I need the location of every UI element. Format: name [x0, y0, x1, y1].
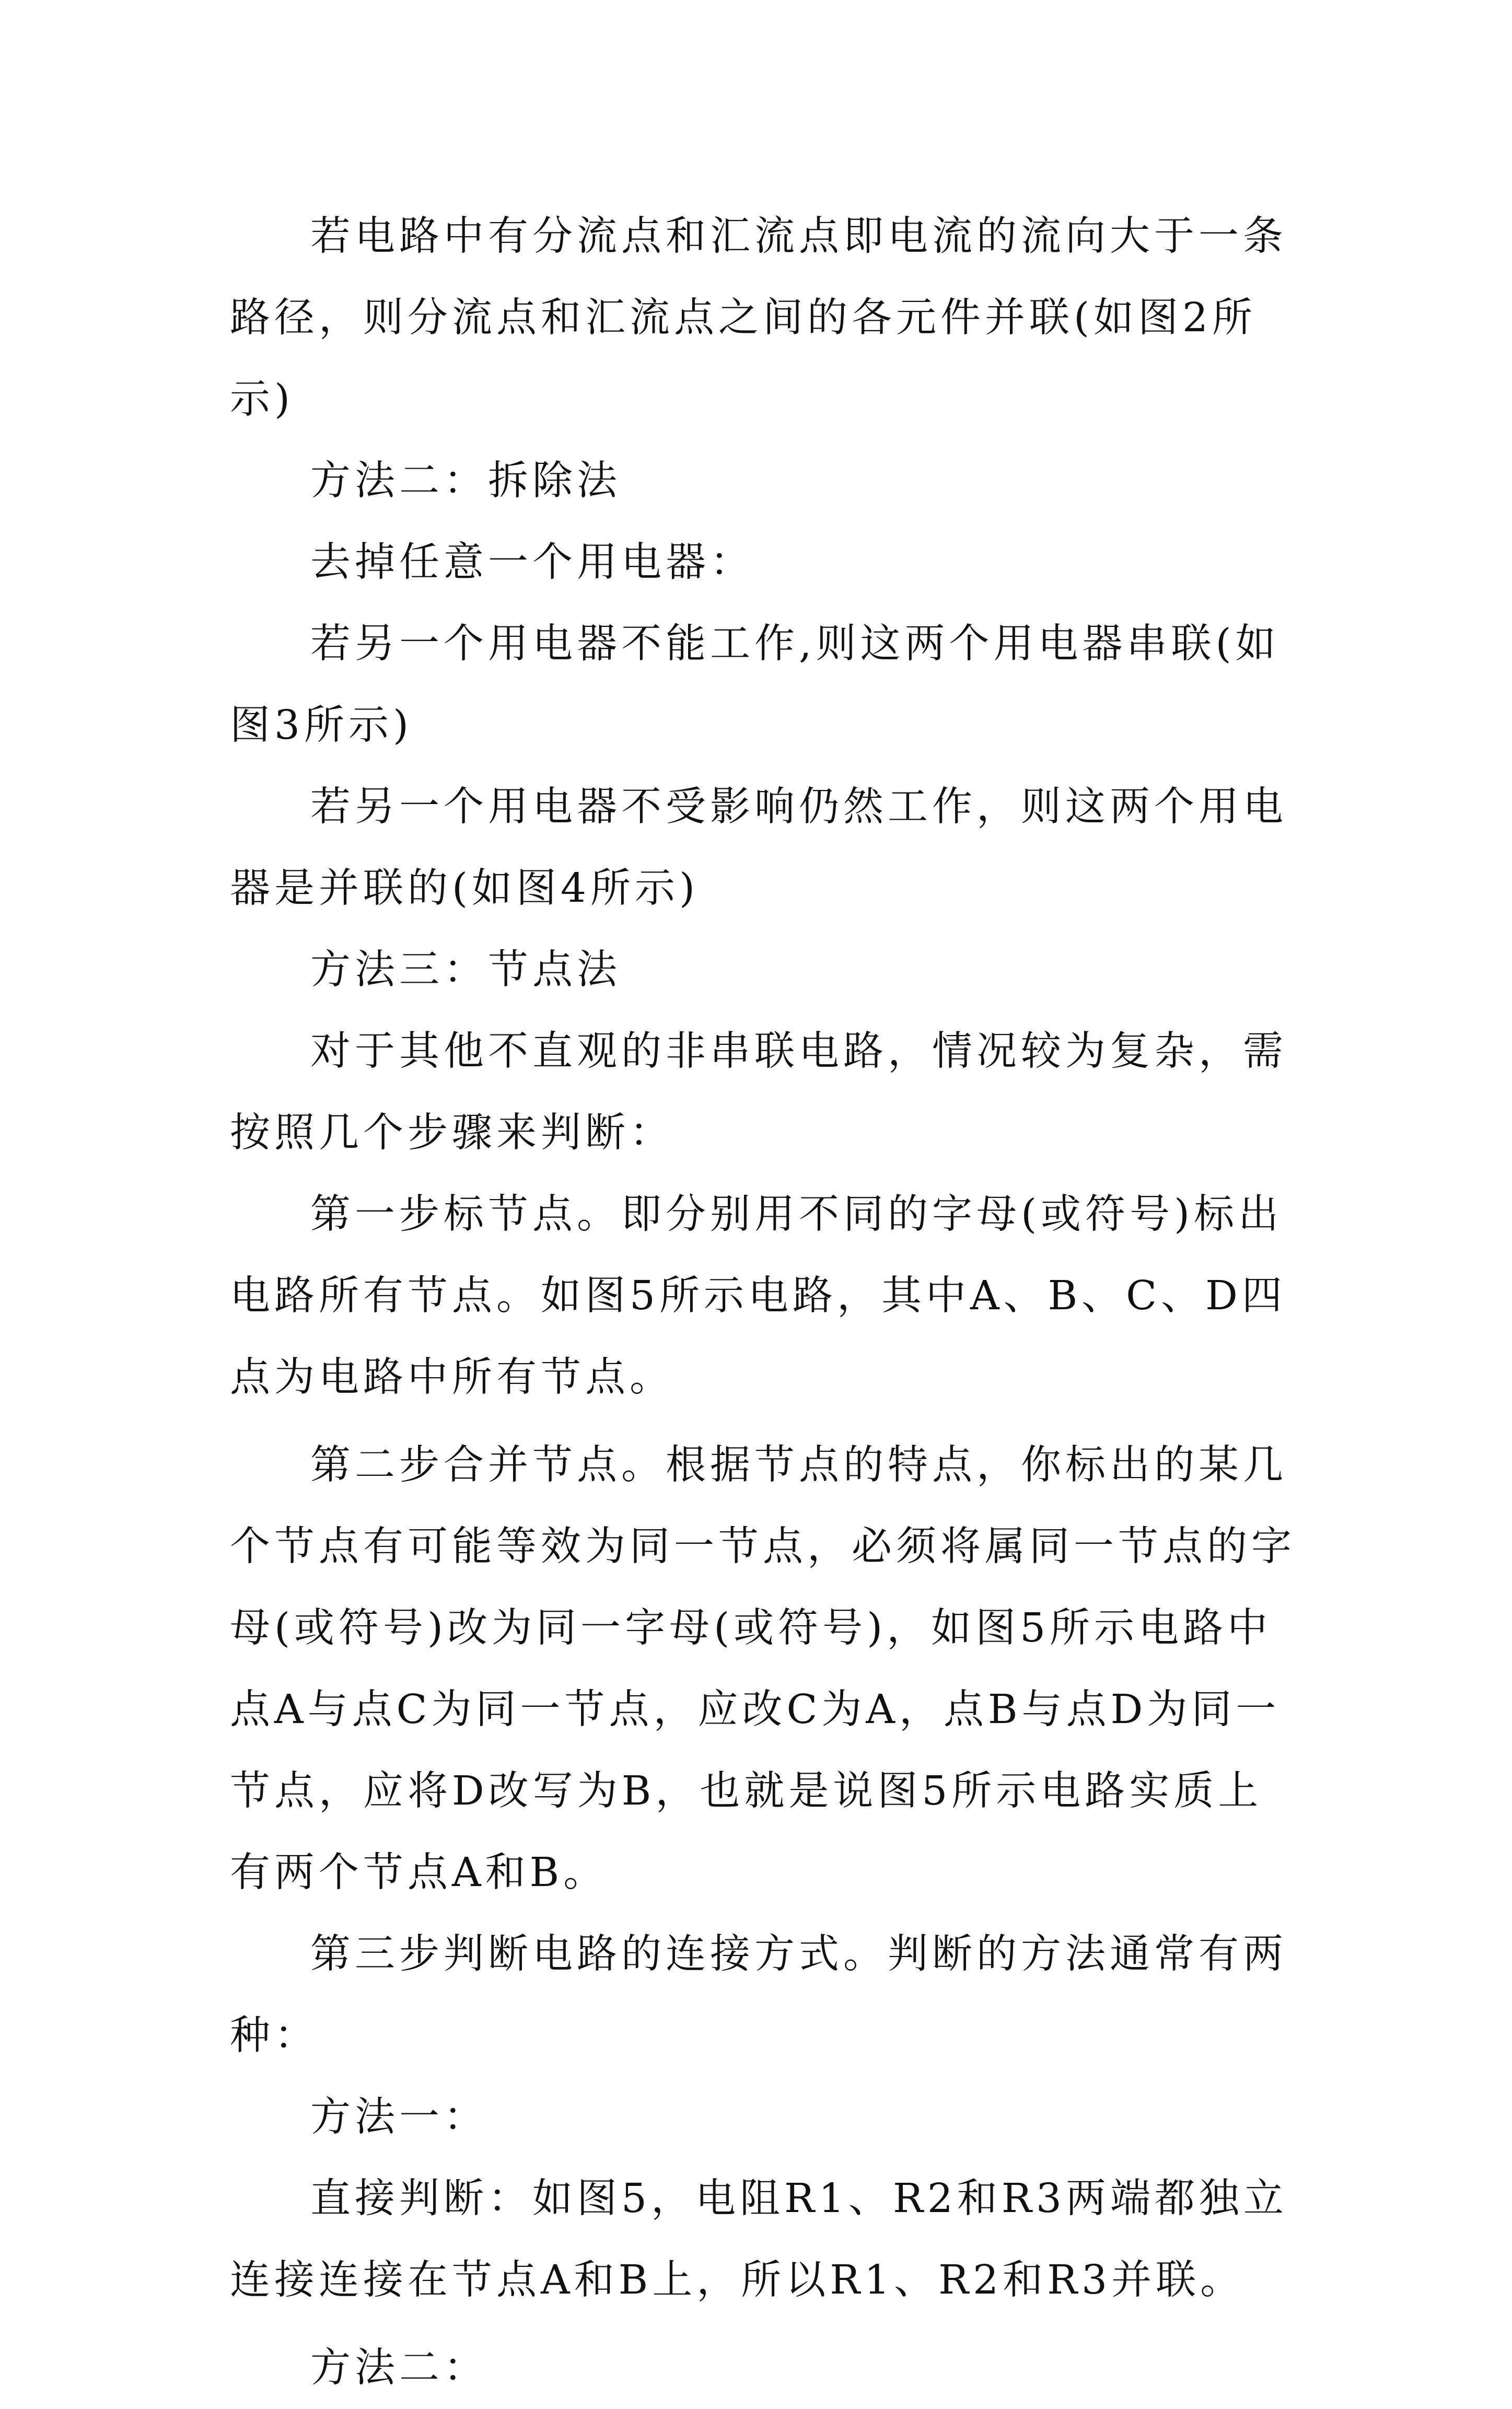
- document-body: [230, 196, 1296, 2409]
- paragraph-parallel-rule: 若电路中有分流点和汇流点即电流的流向大于一条路径，则分流点和汇流点之间的各元件并联(如图2所示): [230, 213, 1287, 423]
- paragraph-series-case: 若另一个用电器不能工作,则这两个用电器串联(如图3所示): [230, 621, 1280, 749]
- paragraph-step-three: 第三步判断电路的连接方式。判断的方法通常有两种：: [230, 1931, 1287, 2059]
- heading-method-one: 方法一：: [310, 2094, 488, 2140]
- paragraph-parallel-case: 若另一个用电器不受影响仍然工作，则这两个用电器是并联的(如图4所示): [230, 784, 1287, 912]
- paragraph-complex-circuit: 对于其他不直观的非串联电路，情况较为复杂，需按照几个步骤来判断：: [230, 1028, 1287, 1156]
- paragraph-step-two: 第二步合并节点。根据节点的特点，你标出的某几个节点有可能等效为同一节点，必须将属同一节点的字母(或符号)改为同一字母(或符号)，如图5所示电路中点A与点C为同一节点，应改C为A，点B与点D为同一节点，应将D改写为B，也就是说图5所示电路实质上有两个节点A和B。: [230, 1442, 1296, 1896]
- heading-method-two: 方法二：: [310, 2345, 488, 2391]
- heading-method-three-node: 方法三：节点法: [310, 947, 621, 993]
- paragraph-direct-judgment: 直接判断：如图5，电阻R1、R2和R3两端都独立连接连接在节点A和B上，所以R1、R2和R3并联。: [230, 2175, 1288, 2303]
- paragraph-remove-device: 去掉任意一个用电器：: [310, 539, 754, 586]
- paragraph-step-one: 第一步标节点。即分别用不同的字母(或符号)标出电路所有节点。如图5所示电路，其中A、B、C、D四点为电路中所有节点。: [230, 1191, 1286, 1401]
- heading-method-two-removal: 方法二：拆除法: [310, 458, 621, 504]
